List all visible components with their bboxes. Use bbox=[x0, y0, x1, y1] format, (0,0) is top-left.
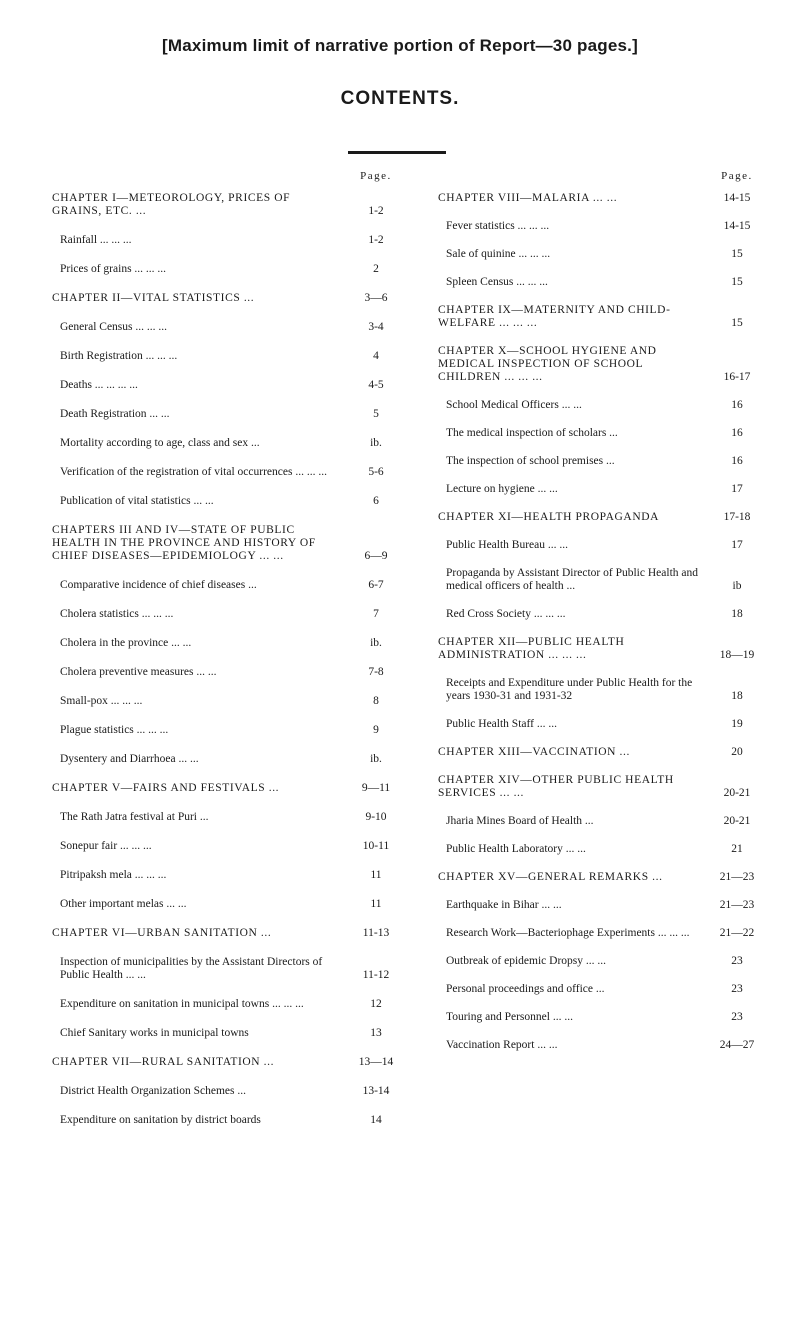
toc-entry-title: Expenditure on sanitation in municipal towns ... ... ... bbox=[60, 998, 304, 1010]
toc-entry-page: 3-4 bbox=[368, 321, 384, 333]
toc-entry-title: District Health Organization Schemes ... bbox=[60, 1085, 246, 1097]
toc-entry-title: Death Registration ... ... bbox=[60, 408, 170, 420]
toc-entry-title: Small-pox ... ... ... bbox=[60, 695, 143, 707]
toc-entry-page: 3—6 bbox=[364, 292, 388, 304]
toc-entry-title: Inspection of municipalities by the Assistant Directors of Public Health ... ... bbox=[60, 956, 323, 981]
toc-entry bbox=[438, 871, 768, 884]
toc-entry bbox=[438, 276, 768, 289]
toc-entry-page: ib. bbox=[370, 753, 382, 765]
toc-entry bbox=[438, 746, 768, 759]
toc-entry-title: The medical inspection of scholars ... bbox=[446, 427, 618, 439]
toc-entry-page: 14 bbox=[370, 1114, 382, 1126]
toc-entry-page: 19 bbox=[731, 718, 743, 730]
toc-entry-page: 17 bbox=[731, 483, 743, 495]
toc-entry bbox=[438, 1011, 768, 1024]
toc-entry-page: 14-15 bbox=[723, 192, 751, 204]
toc-entry bbox=[52, 811, 407, 824]
toc-entry-title: CHAPTER X—SCHOOL HYGIENE AND MEDICAL INSPECTION OF SCHOOL CHILDREN ... ... ... bbox=[438, 345, 657, 383]
toc-entry-title: Deaths ... ... ... ... bbox=[60, 379, 138, 391]
toc-entry-page: 8 bbox=[373, 695, 379, 707]
toc-entry bbox=[438, 636, 768, 662]
toc-entry bbox=[52, 1027, 407, 1040]
toc-entry bbox=[438, 567, 768, 593]
toc-entry bbox=[438, 539, 768, 552]
toc-entry-page: 11 bbox=[370, 869, 382, 881]
toc-entry bbox=[52, 724, 407, 737]
toc-entry-title: Cholera preventive measures ... ... bbox=[60, 666, 217, 678]
toc-entry-title: Outbreak of epidemic Dropsy ... ... bbox=[446, 955, 607, 967]
left-entries bbox=[52, 192, 407, 1127]
toc-entry bbox=[438, 815, 768, 828]
toc-entry bbox=[52, 927, 407, 940]
toc-entry-page: 13 bbox=[370, 1027, 382, 1039]
toc-entry-title: Personal proceedings and office ... bbox=[446, 983, 605, 995]
toc-entry bbox=[52, 579, 407, 592]
toc-entry-title: CHAPTER XII—PUBLIC HEALTH ADMINISTRATION ... ... ... bbox=[438, 636, 625, 661]
toc-entry-title: Chief Sanitary works in municipal towns bbox=[60, 1027, 249, 1039]
toc-entry bbox=[438, 927, 768, 940]
toc-entry-title: Receipts and Expenditure under Public Health for the years 1930-31 and 1931-32 bbox=[446, 677, 693, 702]
toc-entry-page: 14-15 bbox=[723, 220, 751, 232]
toc-entry-page: 16 bbox=[731, 399, 743, 411]
page-title: CONTENTS. bbox=[340, 88, 460, 109]
toc-entry bbox=[52, 1114, 407, 1127]
toc-entry bbox=[438, 455, 768, 468]
toc-entry bbox=[438, 608, 768, 621]
toc-entry-page: 7 bbox=[373, 608, 379, 620]
toc-entry bbox=[438, 304, 768, 330]
toc-entry-title: Pitripaksh mela ... ... ... bbox=[60, 869, 167, 881]
toc-entry bbox=[52, 782, 407, 795]
toc-entry bbox=[438, 427, 768, 440]
toc-entry bbox=[438, 192, 768, 205]
page-limit-note: [Maximum limit of narrative portion of Report—30 pages.] bbox=[162, 36, 638, 55]
toc-entry-page: 11 bbox=[370, 898, 382, 910]
toc-entry-page: 4 bbox=[373, 350, 379, 362]
toc-entry-title: CHAPTER VIII—MALARIA ... ... bbox=[438, 192, 618, 204]
toc-entry-title: Research Work—Bacteriophage Experiments ... ... ... bbox=[446, 927, 690, 939]
toc-entry-title: CHAPTER XI—HEALTH PROPAGANDA bbox=[438, 511, 660, 523]
toc-entry-title: Cholera statistics ... ... ... bbox=[60, 608, 174, 620]
toc-entry-page: 21—23 bbox=[719, 899, 755, 911]
toc-entry bbox=[438, 220, 768, 233]
toc-entry-title: School Medical Officers ... ... bbox=[446, 399, 582, 411]
toc-entry-page: 17 bbox=[731, 539, 743, 551]
toc-entry-title: Other important melas ... ... bbox=[60, 898, 187, 910]
toc-entry-title: CHAPTER IX—MATERNITY AND CHILD-WELFARE ... ... ... bbox=[438, 304, 671, 329]
toc-entry-title: CHAPTER XIV—OTHER PUBLIC HEALTH SERVICES ... ... bbox=[438, 774, 674, 799]
toc-entry-title: Birth Registration ... ... ... bbox=[60, 350, 178, 362]
toc-entry bbox=[52, 666, 407, 679]
toc-entry-page: 5-6 bbox=[368, 466, 384, 478]
toc-entry-page: 23 bbox=[731, 955, 743, 967]
toc-entry bbox=[52, 292, 407, 305]
toc-entry bbox=[438, 955, 768, 968]
toc-entry-page: 11-12 bbox=[362, 969, 390, 981]
toc-entry bbox=[52, 898, 407, 911]
toc-entry-title: Fever statistics ... ... ... bbox=[446, 220, 550, 232]
toc-entry-page: 16 bbox=[731, 455, 743, 467]
toc-entry-page: 23 bbox=[731, 1011, 743, 1023]
toc-entry-page: 13-14 bbox=[362, 1085, 390, 1097]
toc-entry bbox=[52, 1085, 407, 1098]
toc-entry-page: 20-21 bbox=[723, 815, 751, 827]
toc-entry-title: Rainfall ... ... ... bbox=[60, 234, 132, 246]
right-entries bbox=[438, 192, 768, 1052]
toc-entry bbox=[52, 350, 407, 363]
toc-entry-title: Earthquake in Bihar ... ... bbox=[446, 899, 562, 911]
toc-entry-page: 6-7 bbox=[368, 579, 384, 591]
toc-entry bbox=[438, 399, 768, 412]
toc-entry-title: Comparative incidence of chief diseases ... bbox=[60, 579, 257, 591]
toc-entry bbox=[438, 843, 768, 856]
toc-entry-title: CHAPTER V—FAIRS AND FESTIVALS ... bbox=[52, 782, 280, 794]
toc-entry bbox=[52, 524, 407, 563]
toc-entry-title: Sale of quinine ... ... ... bbox=[446, 248, 551, 260]
toc-entry-title: Spleen Census ... ... ... bbox=[446, 276, 548, 288]
toc-entry bbox=[52, 192, 407, 218]
toc-entry bbox=[438, 718, 768, 731]
toc-entry bbox=[52, 379, 407, 392]
toc-entry-page: 11-13 bbox=[362, 927, 390, 939]
toc-entry-title: Public Health Bureau ... ... bbox=[446, 539, 569, 551]
toc-entry-title: Dysentery and Diarrhoea ... ... bbox=[60, 753, 199, 765]
toc-entry bbox=[52, 408, 407, 421]
toc-entry-page: ib. bbox=[370, 437, 382, 449]
toc-entry-page: 18—19 bbox=[719, 649, 755, 661]
toc-entry-title: Public Health Staff ... ... bbox=[446, 718, 557, 730]
toc-entry bbox=[438, 1039, 768, 1052]
toc-entry-title: CHAPTER VII—RURAL SANITATION ... bbox=[52, 1056, 275, 1068]
toc-entry-title: Prices of grains ... ... ... bbox=[60, 263, 167, 275]
toc-entry-page: 1-2 bbox=[368, 205, 384, 217]
toc-entry-page: 16 bbox=[731, 427, 743, 439]
toc-entry-title: The Rath Jatra festival at Puri ... bbox=[60, 811, 209, 823]
toc-entry-title: The inspection of school premises ... bbox=[446, 455, 615, 467]
toc-entry bbox=[438, 983, 768, 996]
toc-entry-title: Plague statistics ... ... ... bbox=[60, 724, 169, 736]
page-column-heading-left: Page. bbox=[360, 170, 392, 182]
toc-entry-page: 21—23 bbox=[719, 871, 755, 883]
page-column-heading-right: Page. bbox=[721, 170, 753, 182]
toc-entry-page: 15 bbox=[731, 248, 743, 260]
toc-entry-title: Red Cross Society ... ... ... bbox=[446, 608, 566, 620]
toc-entry bbox=[52, 869, 407, 882]
toc-entry-page: 1-2 bbox=[368, 234, 384, 246]
toc-entry-title: CHAPTER VI—URBAN SANITATION ... bbox=[52, 927, 272, 939]
toc-entry-page: 4-5 bbox=[368, 379, 384, 391]
toc-entry-title: CHAPTER II—VITAL STATISTICS ... bbox=[52, 292, 255, 304]
toc-entry-page: 24—27 bbox=[719, 1039, 755, 1051]
toc-entry-title: Lecture on hygiene ... ... bbox=[446, 483, 558, 495]
toc-entry-title: Public Health Laboratory ... ... bbox=[446, 843, 586, 855]
toc-entry-page: 20 bbox=[731, 746, 743, 758]
toc-entry-title: CHAPTER XV—GENERAL REMARKS ... bbox=[438, 871, 663, 883]
toc-entry-title: Mortality according to age, class and sex ... bbox=[60, 437, 260, 449]
toc-entry bbox=[52, 321, 407, 334]
toc-entry bbox=[52, 608, 407, 621]
toc-entry-title: CHAPTER I—METEOROLOGY, PRICES OF GRAINS, ETC. ... bbox=[52, 192, 291, 217]
toc-entry bbox=[438, 248, 768, 261]
toc-entry-page: 20-21 bbox=[723, 787, 751, 799]
toc-entry bbox=[52, 840, 407, 853]
toc-entry-title: Publication of vital statistics ... ... bbox=[60, 495, 214, 507]
toc-entry bbox=[438, 511, 768, 524]
toc-entry-page: 15 bbox=[731, 276, 743, 288]
toc-entry bbox=[52, 234, 407, 247]
toc-entry bbox=[438, 345, 768, 384]
toc-entry-title: CHAPTERS III AND IV—STATE OF PUBLIC HEALTH IN THE PROVINCE AND HISTORY OF CHIEF DISEASES—EPIDEMIOLOGY ... ... bbox=[52, 524, 316, 562]
toc-entry-page: 21 bbox=[731, 843, 743, 855]
toc-entry-title: Jharia Mines Board of Health ... bbox=[446, 815, 594, 827]
toc-entry-page: 5 bbox=[373, 408, 379, 420]
toc-entry-page: 10-11 bbox=[362, 840, 390, 852]
toc-entry bbox=[438, 899, 768, 912]
toc-entry bbox=[52, 495, 407, 508]
contents-column-right bbox=[438, 170, 768, 1067]
toc-entry-title: Verification of the registration of vital occurrences ... ... ... bbox=[60, 466, 327, 478]
title-rule bbox=[348, 151, 446, 154]
toc-entry-page: 17-18 bbox=[723, 511, 751, 523]
toc-entry-page: 6 bbox=[373, 495, 379, 507]
toc-entry-page: 18 bbox=[731, 690, 743, 702]
toc-entry-page: 16-17 bbox=[723, 371, 751, 383]
toc-entry-page: 6—9 bbox=[364, 550, 388, 562]
toc-entry bbox=[52, 466, 407, 479]
toc-entry-page: ib bbox=[732, 580, 742, 592]
toc-entry-page: 9-10 bbox=[365, 811, 387, 823]
toc-entry-page: 2 bbox=[373, 263, 379, 275]
toc-entry-page: 21—22 bbox=[719, 927, 755, 939]
toc-entry bbox=[52, 695, 407, 708]
contents-column-left bbox=[52, 170, 407, 1143]
toc-entry-title: Cholera in the province ... ... bbox=[60, 637, 192, 649]
toc-entry-title: Vaccination Report ... ... bbox=[446, 1039, 558, 1051]
toc-entry bbox=[52, 637, 407, 650]
toc-entry-page: 7-8 bbox=[368, 666, 384, 678]
toc-entry-page: 9—11 bbox=[361, 782, 391, 794]
toc-entry bbox=[52, 753, 407, 766]
toc-entry bbox=[52, 1056, 407, 1069]
toc-entry-title: Touring and Personnel ... ... bbox=[446, 1011, 573, 1023]
toc-entry-title: General Census ... ... ... bbox=[60, 321, 167, 333]
toc-entry bbox=[438, 677, 768, 703]
toc-entry-page: 23 bbox=[731, 983, 743, 995]
toc-entry-page: ib. bbox=[370, 637, 382, 649]
toc-entry bbox=[52, 437, 407, 450]
toc-entry-page: 15 bbox=[731, 317, 743, 329]
toc-entry-title: Sonepur fair ... ... ... bbox=[60, 840, 152, 852]
toc-entry-title: Expenditure on sanitation by district boards bbox=[60, 1114, 261, 1126]
toc-entry bbox=[438, 774, 768, 800]
toc-entry-page: 9 bbox=[373, 724, 379, 736]
toc-entry-page: 13—14 bbox=[358, 1056, 394, 1068]
toc-entry-page: 12 bbox=[370, 998, 382, 1010]
toc-entry-title: CHAPTER XIII—VACCINATION ... bbox=[438, 746, 630, 758]
toc-entry bbox=[52, 998, 407, 1011]
toc-entry bbox=[52, 956, 407, 982]
toc-entry-title: Propaganda by Assistant Director of Public Health and medical officers of health ... bbox=[446, 567, 698, 592]
toc-entry bbox=[52, 263, 407, 276]
toc-entry-page: 18 bbox=[731, 608, 743, 620]
toc-entry bbox=[438, 483, 768, 496]
